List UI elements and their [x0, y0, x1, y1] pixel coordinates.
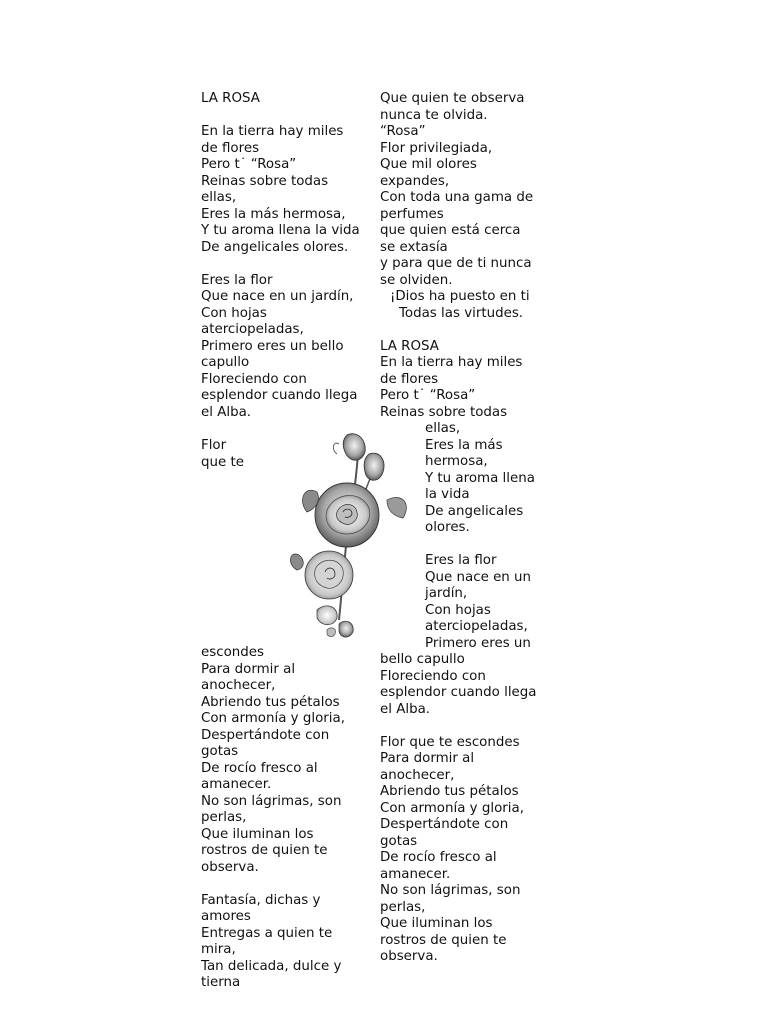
poem-line: Pero t˙ “Rosa” [201, 157, 297, 172]
poem-line: Tan delicada, dulce y [201, 958, 342, 974]
poem-line: gotas [380, 833, 418, 849]
poem-line: De angelicales [425, 503, 524, 519]
poem-line: Con hojas [425, 602, 491, 618]
poem-line: anochecer, [380, 767, 455, 783]
poem-line: En la tierra hay miles [201, 124, 344, 139]
poem-line: que te [201, 454, 244, 470]
poem-line: ¡Dios ha puesto en ti [390, 289, 530, 304]
poem-line: Despertándote con [380, 817, 509, 832]
poem-line: observa. [380, 949, 438, 964]
poem-line: esplendor cuando llega [201, 388, 358, 403]
stanza-gap [201, 256, 360, 273]
poem-line: el Alba. [201, 404, 252, 420]
poem-line: ellas, [425, 421, 461, 436]
poem-line: mira, [201, 942, 236, 957]
poem-line: Pero t˙ “Rosa” [380, 388, 476, 403]
poem-line: Para dormir al [380, 751, 475, 766]
poem-line: esplendor cuando llega [380, 685, 537, 700]
poem-line: aterciopeladas, [425, 619, 528, 634]
poem-line: Floreciendo con [201, 371, 307, 387]
poem-line: LA ROSA [201, 91, 260, 106]
poem-line: se olviden. [380, 272, 453, 288]
poem-line: expandes, [380, 173, 450, 189]
poem-line: capullo [201, 355, 250, 370]
poem-left-column-top [201, 91, 360, 421]
stanza-gap [201, 108, 360, 125]
poem-line: perlas, [201, 810, 247, 825]
poem-line: Con hojas [201, 305, 267, 321]
poem-left-wrap-text [201, 438, 244, 471]
poem-line: rostros de quien te [201, 843, 328, 858]
poem-line: Reinas sobre todas [380, 404, 508, 420]
poem-line: Y tu aroma llena [425, 470, 535, 486]
poem-line: Eres la flor [201, 272, 273, 288]
poem-line: De angelicales olores. [201, 239, 349, 255]
poem-line: gotas [201, 744, 239, 759]
poem-line: Con toda una gama de [380, 190, 534, 205]
poem-line: De rocío fresco al [380, 850, 497, 865]
poem-line: olores. [425, 520, 470, 535]
poem-line: Eres la flor [425, 553, 497, 568]
poem-line: bello capullo [380, 652, 465, 667]
poem-line: Que iluminan los [201, 826, 314, 842]
poem-line: nunca te olvida. [380, 107, 488, 123]
poem-line: Con armonía y gloria, [380, 800, 524, 816]
poem-line: Flor [201, 438, 227, 453]
poem-line: No son lágrimas, son [201, 793, 342, 809]
poem-line: Primero eres un [425, 635, 531, 651]
poem-line: rostros de quien te [380, 932, 507, 948]
poem-line: Que quien te observa [380, 91, 525, 106]
poem-line: Entregas a quien te [201, 925, 333, 941]
poem-line: la vida [425, 487, 470, 502]
poem-line: Con armonía y gloria, [201, 711, 345, 726]
poem-line: que quien está cerca [380, 223, 521, 238]
poem-line: Abriendo tus pétalos [380, 784, 519, 799]
poem-line: de flores [201, 140, 260, 156]
poem-line: No son lágrimas, son [380, 883, 521, 898]
poem-line: “Rosa” [380, 124, 426, 139]
poem-line: Despertándote con [201, 727, 330, 743]
poem-line: Que iluminan los [380, 916, 493, 931]
poem-line: perfumes [380, 206, 444, 222]
poem-line: anochecer, [201, 678, 276, 693]
stanza-gap [380, 322, 537, 339]
poem-line: En la tierra hay miles [380, 355, 523, 370]
poem-line: amores [201, 909, 251, 924]
poem-line: Que nace en un [425, 569, 532, 585]
poem-line: Reinas sobre todas [201, 173, 329, 189]
poem-line: Flor que te escondes [380, 734, 520, 750]
poem-line: aterciopeladas, [201, 322, 304, 337]
poem-line: de flores [380, 371, 439, 387]
stanza-gap [380, 718, 537, 735]
poem-line: Que nace en un jardín, [201, 289, 354, 304]
stanza-gap [201, 876, 345, 893]
poem-line: jardín, [425, 586, 468, 601]
poem-line: ellas, [201, 190, 237, 205]
poem-line: hermosa, [425, 454, 488, 469]
poem-line: De rocío fresco al [201, 760, 318, 776]
poem-line: el Alba. [380, 701, 431, 717]
poem-line: observa. [201, 859, 259, 875]
poem-line: LA ROSA [380, 338, 439, 354]
poem-line: Y tu aroma llena la vida [201, 223, 360, 238]
poem-line: perlas, [380, 899, 426, 915]
poem-line: Eres la más hermosa, [201, 206, 346, 222]
poem-line: se extasía [380, 239, 448, 255]
poem-line: Que mil olores [380, 157, 477, 172]
poem-line: y para que de ti nunca [380, 256, 532, 271]
poem-line: amanecer. [201, 777, 272, 792]
poem-line: Para dormir al [201, 661, 296, 677]
poem-line: Todas las virtudes. [399, 305, 524, 321]
poem-line: amanecer. [380, 866, 451, 882]
poem-line: Eres la más [425, 437, 503, 453]
poem-line: escondes [201, 645, 264, 660]
poem-line: tierna [201, 975, 241, 990]
rose-illustration-icon [287, 430, 422, 645]
poem-left-column-bottom [201, 645, 345, 992]
poem-line: Primero eres un bello [201, 338, 344, 354]
poem-line: Flor privilegiada, [380, 140, 493, 156]
poem-line: Floreciendo con [380, 668, 486, 684]
poem-line: Abriendo tus pétalos [201, 694, 340, 710]
poem-line: Fantasía, dichas y [201, 892, 321, 908]
